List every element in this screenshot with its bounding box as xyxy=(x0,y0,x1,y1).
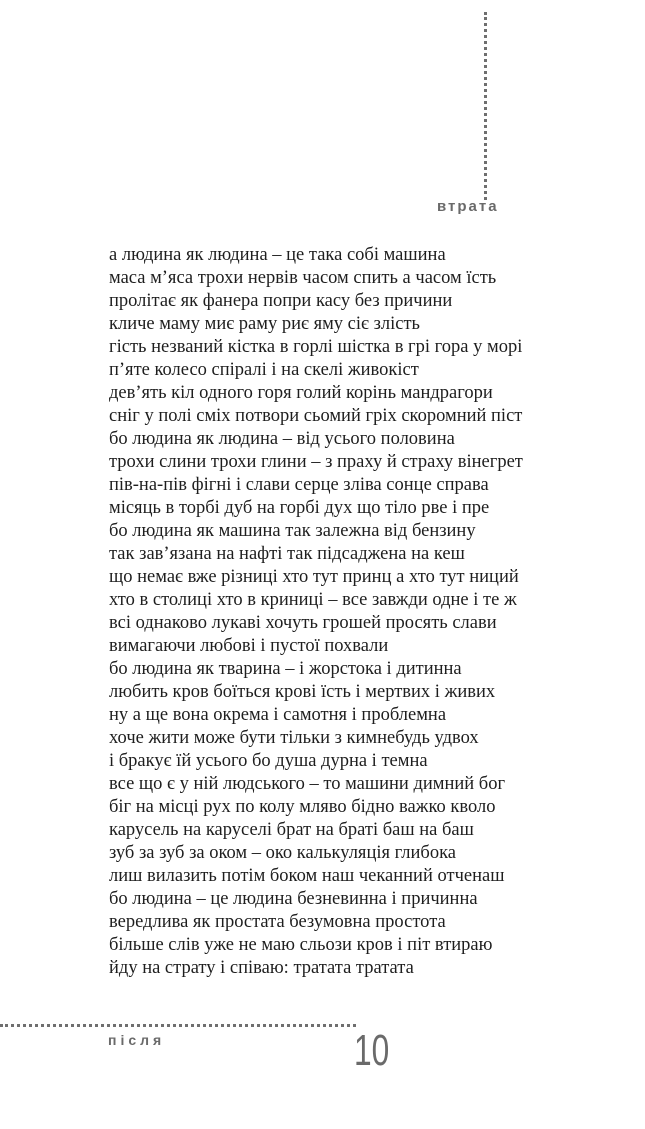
poem-line: а людина як людина – це така собі машина xyxy=(109,245,446,265)
poem-line: місяць в торбі дуб на горбі дух що тіло рве і пре xyxy=(109,498,490,518)
poem-text xyxy=(109,244,609,980)
poem-line: трохи слини трохи глини – з праху й страху вінегрет xyxy=(109,452,523,472)
running-footer-label: після xyxy=(108,1032,166,1048)
poem-line: дев’ять кіл одного горя голий корінь мандрагори xyxy=(109,383,493,403)
poem-line: кличе маму миє раму риє яму сіє злість xyxy=(109,314,420,334)
poem-line: біг на місці рух по колу мляво бідно важко кволо xyxy=(109,797,496,817)
poem-line: пів-на-пів фігні і слави серце зліва сонце справа xyxy=(109,475,489,495)
top-dotted-rule xyxy=(484,12,487,200)
poem-line: зуб за зуб за оком – око калькуляція глибока xyxy=(109,843,456,863)
poem-line: ну а ще вона окрема і самотня і проблемна xyxy=(109,705,447,725)
poem-line: хто в столиці хто в криниці – все завжди одне і те ж xyxy=(109,590,517,610)
poem-line: лиш вилазить потім боком наш чеканний отченаш xyxy=(109,866,505,886)
poem-line: карусель на каруселі брат на браті баш на баш xyxy=(109,820,474,840)
poem-line: більше слів уже не маю сльози кров і піт втираю xyxy=(109,935,493,955)
page-number: 10 xyxy=(354,1026,390,1075)
poem-line: так зав’язана на нафті так підсаджена на кеш xyxy=(109,544,465,564)
poem-line: і бракує їй усього бо душа дурна і темна xyxy=(109,751,428,771)
poem-line: бо людина як людина – від усього половина xyxy=(109,429,455,449)
poem-line: хоче жити може бути тільки з кимнебудь удвох xyxy=(109,728,479,748)
poem-line: бо людина як машина так залежна від бензину xyxy=(109,521,476,541)
poem-line: вередлива як простата безумовна простота xyxy=(109,912,446,932)
poem-line: маса м’яса трохи нервів часом спить а часом їсть xyxy=(109,268,497,288)
poem-line: сніг у полі сміх потвори сьомий гріх скоромний піст xyxy=(109,406,523,426)
poem-line: всі однаково лукаві хочуть грошей просять слави xyxy=(109,613,497,633)
poem-line: п’яте колесо спіралі і на скелі живокіст xyxy=(109,360,419,380)
poem-line: бо людина – це людина безневинна і причинна xyxy=(109,889,478,909)
poem-line: йду на страту і співаю: тратата тратата xyxy=(109,958,414,978)
poem-line: все що є у ній людського – то машини димний бог xyxy=(109,774,506,794)
poem-line: вимагаючи любові і пустої похвали xyxy=(109,636,389,656)
bottom-dotted-rule xyxy=(0,1024,356,1027)
poem-line: гість незваний кістка в горлі шістка в грі гора у морі xyxy=(109,337,523,357)
poem-line: що немає вже різниці хто тут принц а хто тут ниций xyxy=(109,567,519,587)
section-title: втрата xyxy=(437,198,499,215)
poem-line: любить кров боїться крові їсть і мертвих і живих xyxy=(109,682,496,702)
poem-line: пролітає як фанера попри касу без причини xyxy=(109,291,453,311)
poem-line: бо людина як тварина – і жорстока і дитинна xyxy=(109,659,462,679)
